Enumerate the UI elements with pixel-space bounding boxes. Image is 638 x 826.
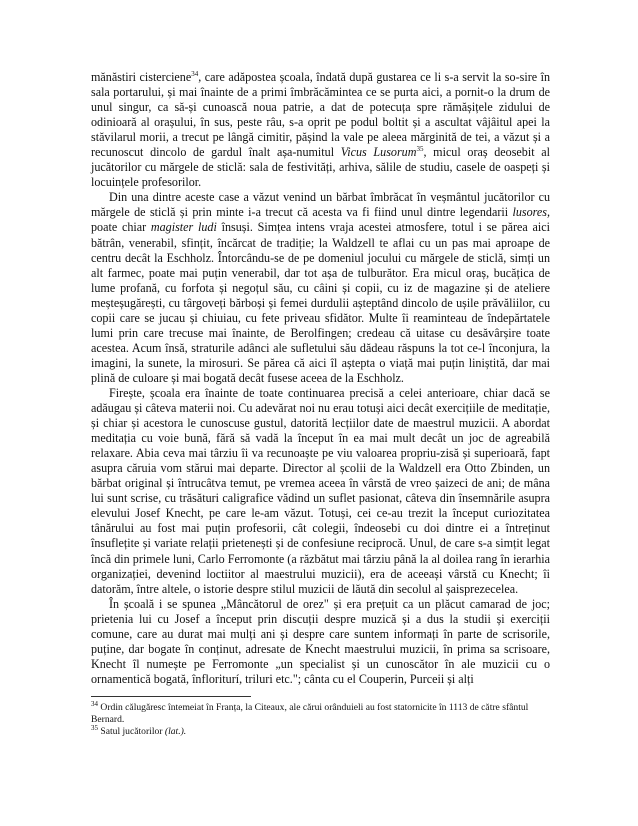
paragraph (91, 597, 550, 687)
italic-text: magister ludi (150, 220, 217, 235)
italic-text: lusores, (512, 205, 550, 220)
footnote (91, 726, 550, 738)
text-run: Firește, școala era înainte de toate continuarea precisă a celei anterioare, chiar dacă se adăugau și câteva materii noi. Cu adevărat noi nu erau totuși aici decât exercițiile de meditație, și chiar și acestora le cunoscuse gustul, datorită lecțiilor date de maestrul muzicii. A abordat meditația cu voie bună, fără să vadă la început în ea mai mult decât un joc de agreabilă relaxare. Abia ceva mai târziu îi va recunoaște pe viu valoarea propriu-zisă și superioară, fapt asupra căruia vom stărui mai departe. Director al școlii de la Waldzell era Otto Zbinden, un bărbat original și întrucâtva temut, pe vremea aceea în vârstă de vreo șaizeci de ani; de mâna lui sunt scrise, cu trăsături caligrafice vădind un suflet pasionat, câteva din însemnările asupra elevului Josef Knecht, pe care le-am văzut. Totuși, cei ce-au trezit la început curiozitatea tânărului au fost mai puțin profesorii, cât colegii, îndeosebi cu doi dintre ei a întreținut însuflețite și variate relații prietenești și de confesiune reciprocă. Unul, de care s-a simțit legat încă din primele luni, Carlo Ferromonte (a răzbătut mai târziu până la al doilea rang în ierarhia organizației, devenind loctiitor al maestrului muzicii), era de aceeași vârstă cu Knecht; îi datorăm, între altele, o istorie despre stilul muzicii de lăută din secolul al șaisprezecelea. (91, 385, 550, 596)
body-text (91, 70, 550, 687)
footnote (91, 699, 550, 726)
text-run: , care adăpostea școala, îndată după gustarea ce li s-a servit la so-sire în sala portarului, și mai înainte de a primi îmbrăcămintea ce se purta aici, a pornit-o la drum de unul singur, ca să-și cunoască noua patrie, a dat de potecuța spre rămășițele zidului de odinioară al orașului, în sus, peste râu, s-a oprit pe podul boltit și a ascultat vâjâitul apei la stăvilarul morii, a trecut pe lângă cimitir, pășind la vale pe aleea mărginită de tei, a văzut și a recunoscut dincolo de gardul înalt așa-numitul (91, 70, 551, 160)
paragraph (91, 190, 550, 386)
paragraph (91, 386, 550, 597)
text-run: mănăstiri cisterciene (91, 70, 192, 84)
document-page (91, 70, 550, 739)
text-run: poate chiar (91, 220, 151, 235)
italic-text: Vicus Lusorum (340, 145, 417, 160)
footnote-ref: 34 (91, 699, 98, 708)
text-run: însuși. Simțea intens vraja acestei atmosfere, totul i se părea aici bătrân, venerabil, sfințit, încărcat de tradiție; la Waldzell te aflai cu un pas mai aproape de centru decât la Eschholz. Întorcându-se de pe domeniul jocului cu mărgele de sticlă, simți un alt farmec, poate mai puțin venerabil, dar tot așa de tulburător. Era micul oraș, bucățica de lume profană, cu forfota și negoțul său, cu câini și copii, cu iz de magazine și de ateliere meșteșugărești, cu târgoveți bărboși și femei durdulii așteptând dincolo de ușile prăvăliilor, cu copii care se jucau și chiuiau, cu fete priveau sfidător. Multe îi reaminteau de îndepărtatele lumi prin care trecuse mai înainte, de Berolfingen; credeau că uitase cu desăvârșire toate acestea. Acum însă, straturile adânci ale sufletului său dădeau răspuns la tot ce-l înconjura, la imagini, la sunete, la mirosuri. Se părea că aici îl aștepta o viață mai puțin liniștită, dar mai plină de culoare și mai bogată decât fusese aceea de la Eschholz. (91, 220, 551, 385)
paragraph (91, 70, 550, 190)
text-run: Ordin călugăresc întemeiat în Franța, la Citeaux, ale cărui orânduieli au fost statornicite în 1113 de către sfântul Bernard. (91, 701, 529, 726)
text-run: Satul jucătorilor (98, 726, 165, 738)
footnotes (91, 699, 550, 739)
footnote-ref: 35 (416, 145, 424, 154)
text-run: În școală i se spunea „Mâncătorul de orez" și era prețuit ca un plăcut camarad de joc; prietenia lui cu Josef a început prin discuții despre muzică și a dus la studii și exerciții comune, care au durat mai mulți ani și despre care suntem informați în parte de scrisorile, puține, dar bogate în conținut, adresate de Knecht maestrului muzicii, în prima sa scrisoare, Knecht îl numește pe Ferromonte „un specialist și un cunoscător în ale muzicii cu o ornamentică bogată, înfloriturí, triluri etc."; cânta cu el Couperin, Purceii și alți (91, 596, 550, 686)
text-run: Din una dintre aceste case a văzut venind un bărbat îmbrăcat în veșmântul jucătorilor cu mărgele de sticlă și prin minte i-a trecut că acesta va fi fiind unul dintre legendarii (91, 190, 550, 220)
footnote-separator (91, 696, 251, 697)
footnote-ref: 34 (191, 69, 199, 78)
footnote-ref: 35 (91, 724, 98, 733)
italic-text: (lat.). (164, 726, 187, 738)
text-run: , micul oraș deosebit al jucătorilor cu mărgele de sticlă: sala de festivități, arhiva, sălile de studiu, casele de oaspeți și locuințele profesorilor. (91, 145, 550, 190)
